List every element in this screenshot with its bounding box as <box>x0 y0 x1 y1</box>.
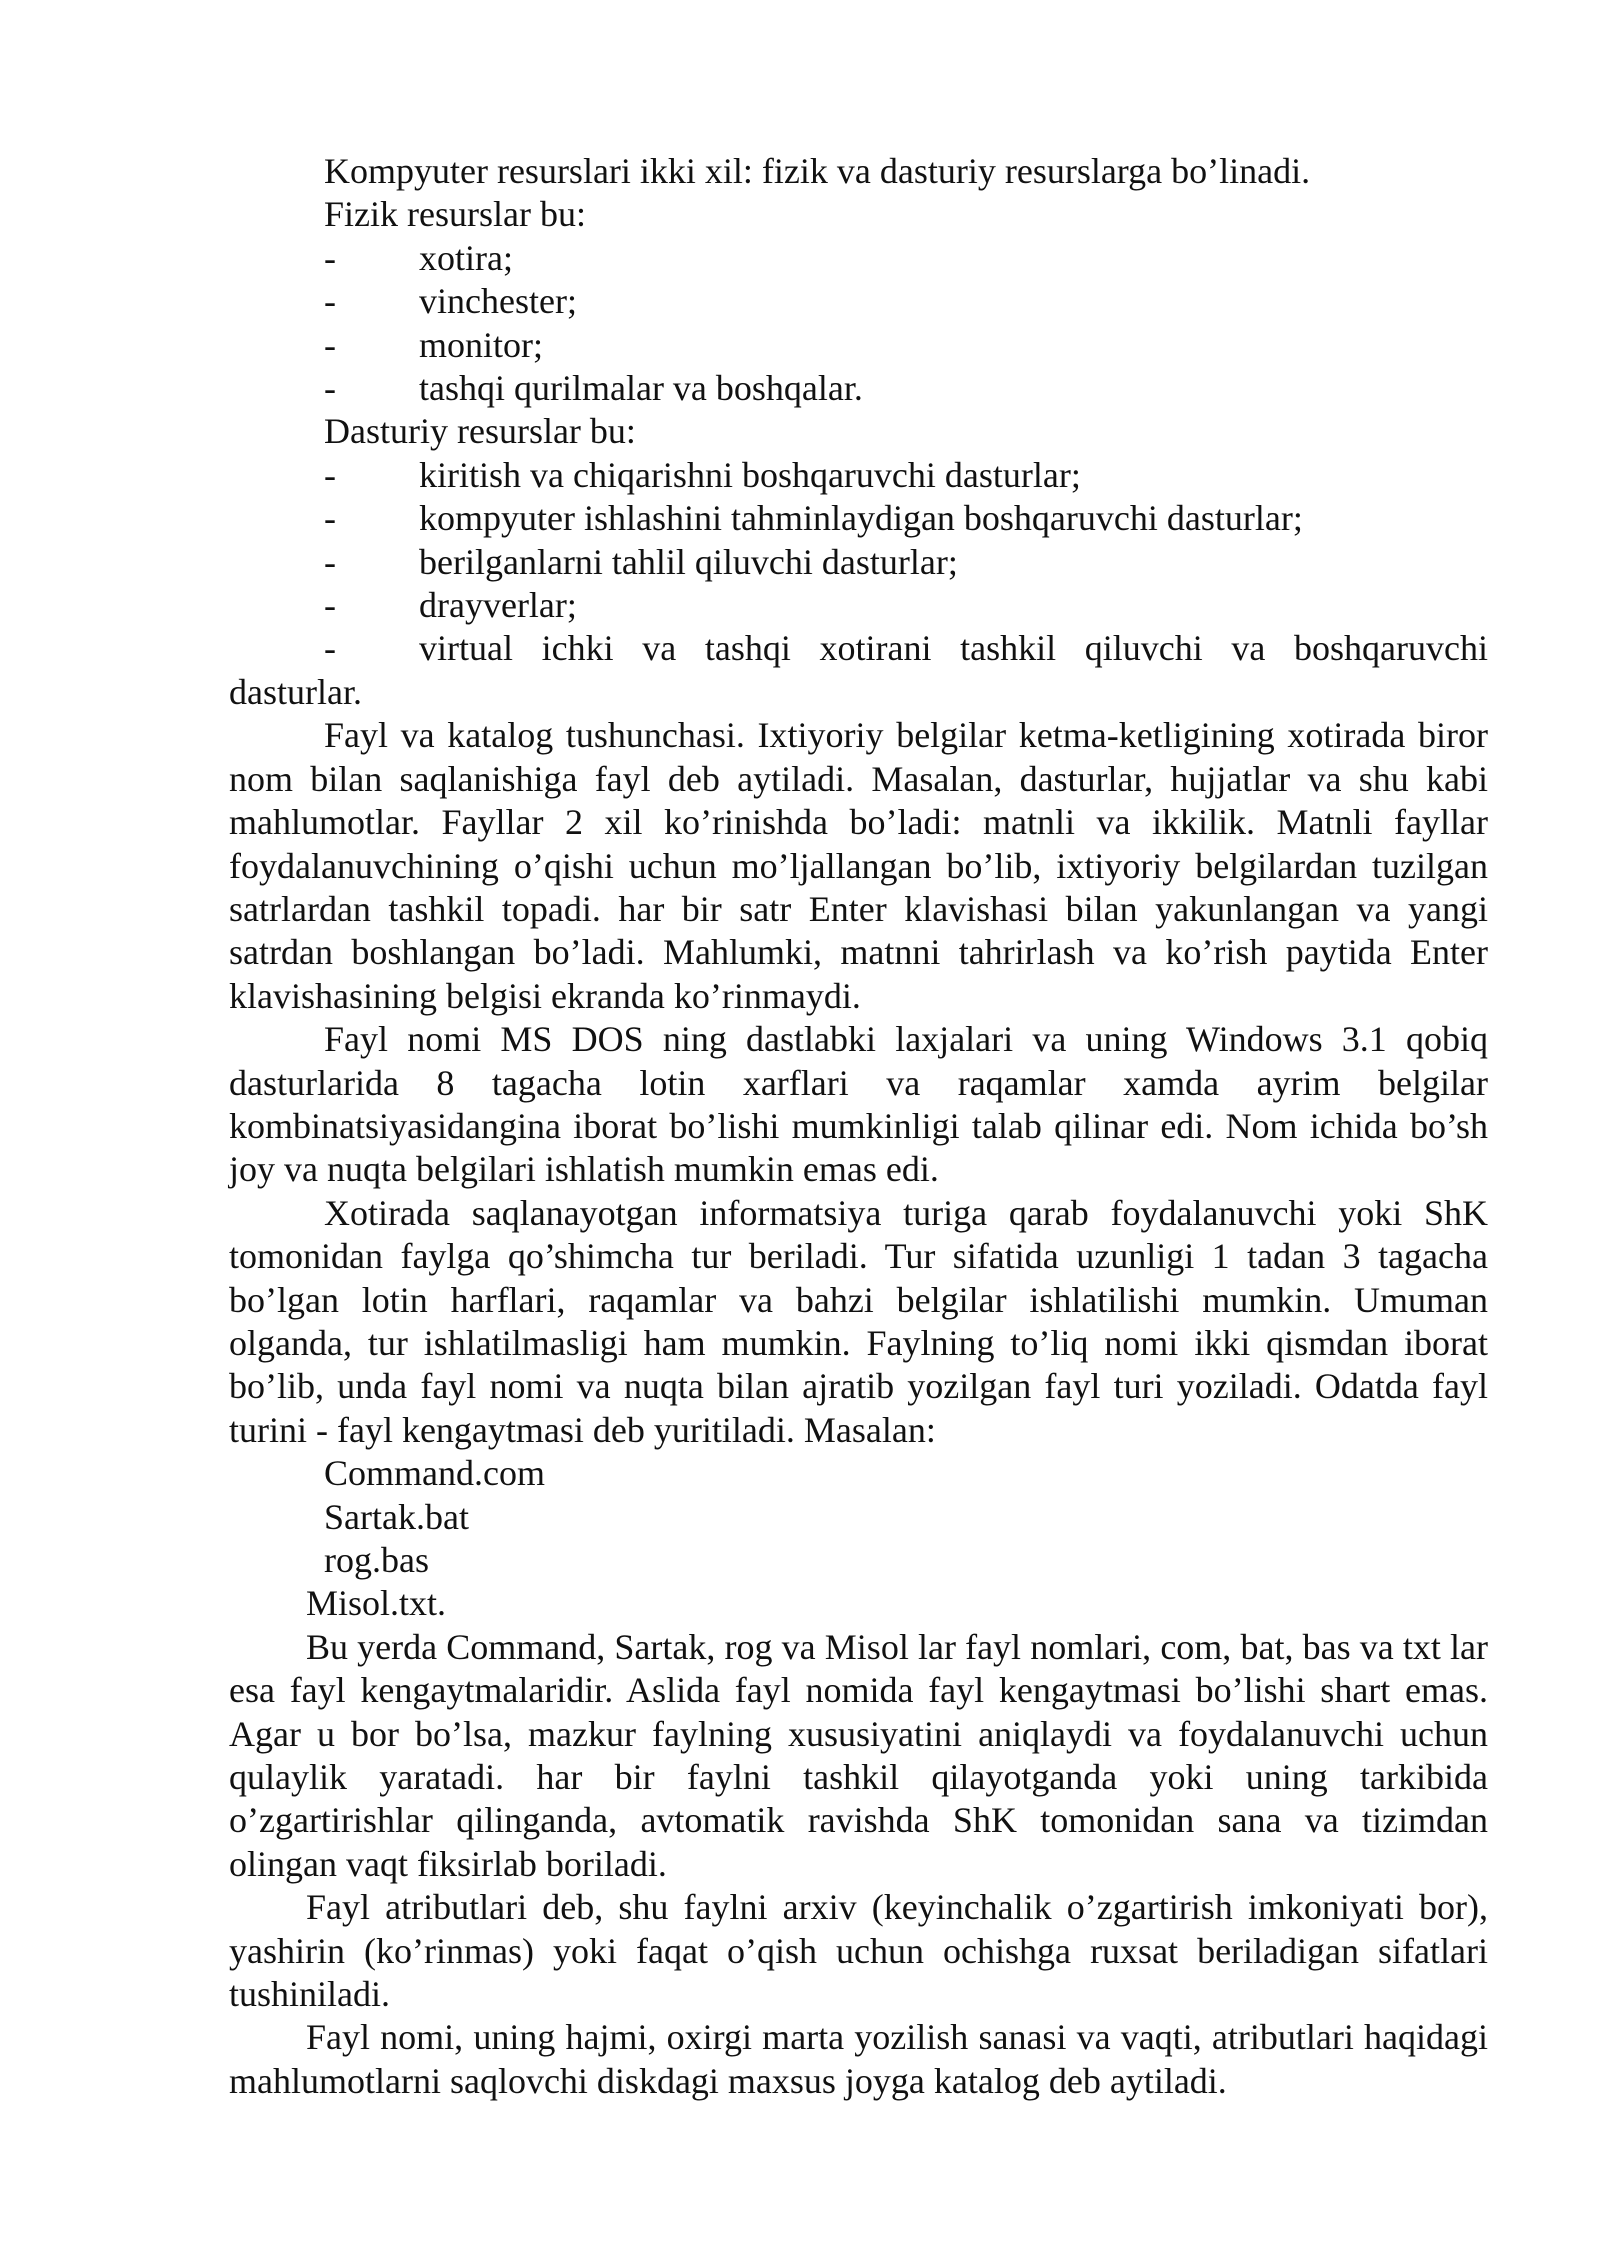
list-dash: - <box>324 585 336 626</box>
example-filename: Command.com <box>324 1453 545 1494</box>
paragraph-file-type: Xotirada saqlanayotgan informatsiya turiga qarab foydalanuvchi yoki ShK tomonidan faylga qo’shimcha tur beriladi. Tur sifatida uzunligi 1 tadan 3 tagacha bo’lgan lotin harflari, raqamlar va bahzi belgilar ishlatilishi mumkin. Umuman olganda, tur ishlatilmasligi ham mumkin. Faylning to’liq nomi ikki qismdan iborat bo’lib, unda fayl nomi va nuqta bilan ajratib yozilgan fayl turi yoziladi. Odatda fayl turini - fayl kengaytmasi deb yuritiladi. Masalan: <box>229 1192 1488 1450</box>
list-item <box>229 584 1488 627</box>
list-item <box>229 280 1488 323</box>
paragraph-file-concept: Fayl va katalog tushunchasi. Ixtiyoriy belgilar ketma-ketligining xotirada biror nom bilan saqlanishiga fayl deb aytiladi. Masalan, dasturlar, hujjatlar va shu kabi mahlumotlar. Fayllar 2 xil ko’rinishda bo’ladi: matnli va ikkilik. Matnli fayllar foydalanuvchining o’qishi uchun mo’ljallangan bo’lib, ixtiyoriy belgilardan tuzilgan satrlardan tashkil topadi. har bir satr Enter klavishasi bilan yakunlangan va yangi satrdan boshlangan bo’ladi. Mahlumki, matnni tahrirlash va ko’rish paytida Enter klavishasining belgisi ekranda ko’rinmaydi. <box>229 715 1488 1016</box>
list-dash: - <box>324 237 336 278</box>
list-item-text: monitor; <box>419 324 543 365</box>
list-item-text: kompyuter ishlashini tahminlaydigan boshqaruvchi dasturlar; <box>419 498 1303 539</box>
list-item <box>229 454 1488 497</box>
example-filename: Misol.txt. <box>306 1583 447 1624</box>
list-dash: - <box>324 498 336 539</box>
list-dash: - <box>324 454 336 495</box>
paragraph-extensions: Bu yerda Command, Sartak, rog va Misol lar fayl nomlari, com, bat, bas va txt lar esa fayl kengaytmalaridir. Aslida fayl nomida fayl kengaytmasi bo’lishi shart emas. Agar u bor bo’lsa, mazkur faylning xususiyatini aniqlaydi va foydalanuvchi uchun qulaylik yaratadi. har bir faylni tashkil qilayotganda yoki uning tarkibida o’zgartirishlar qilinganda, avtomatik ravishda ShK tomonidan sana va tizimdan olingan vaqt fiksirlab boriladi. <box>229 1626 1488 1884</box>
list-item <box>229 541 1488 584</box>
example-filename: Sartak.bat <box>324 1496 469 1537</box>
list-dash: - <box>324 281 336 322</box>
list-item-text: virtual ichki va tashqi xotirani tashkil qiluvchi va boshqaruvchi <box>419 628 1488 669</box>
list-item <box>229 497 1488 540</box>
list-item <box>229 367 1488 410</box>
list-item <box>229 237 1488 280</box>
paragraph-attributes: Fayl atributlari deb, shu faylni arxiv (keyinchalik o’zgartirish imkoniyati bor), yashirin (ko’rinmas) yoki faqat o’qish uchun ochishga ruxsat beriladigan sifatlari tushiniladi. <box>229 1887 1488 2015</box>
list-item <box>229 627 1488 670</box>
example-filename: rog.bas <box>324 1540 429 1580</box>
paragraph-catalog: Fayl nomi, uning hajmi, oxirgi marta yozilish sanasi va vaqti, atributlari haqidagi mahlumotlarni saqlovchi diskdagi maxsus joyga katalog deb aytiladi. <box>229 2017 1488 2101</box>
list-item-text: berilganlarni tahlil qiluvchi dasturlar; <box>419 541 958 582</box>
software-heading: Dasturiy resurslar bu: <box>324 411 636 452</box>
physical-heading: Fizik resurslar bu: <box>324 194 586 235</box>
list-item-continuation: dasturlar. <box>229 671 362 712</box>
list-item-text: xotira; <box>419 237 513 278</box>
list-dash: - <box>324 628 336 669</box>
list-item <box>229 324 1488 367</box>
list-item-text: tashqi qurilmalar va boshqalar. <box>419 368 863 409</box>
list-dash: - <box>324 541 336 582</box>
list-item-text: vinchester; <box>419 281 577 322</box>
list-item-text: drayverlar; <box>419 585 577 626</box>
paragraph-file-name: Fayl nomi MS DOS ning dastlabki laxjalari va uning Windows 3.1 qobiq dasturlarida 8 tagacha lotin xarflari va raqamlar xamda ayrim belgilar kombinatsiyasidangina iborat bo’lishi mumkinligi talab qilinar edi. Nom ichida bo’sh joy va nuqta belgilari ishlatish mumkin emas edi. <box>229 1019 1488 1190</box>
list-dash: - <box>324 368 336 409</box>
list-item-text: kiritish va chiqarishni boshqaruvchi dasturlar; <box>419 454 1081 495</box>
intro-line: Kompyuter resurslari ikki xil: fizik va dasturiy resurslarga bo’linadi. <box>324 151 1311 191</box>
list-dash: - <box>324 324 336 365</box>
